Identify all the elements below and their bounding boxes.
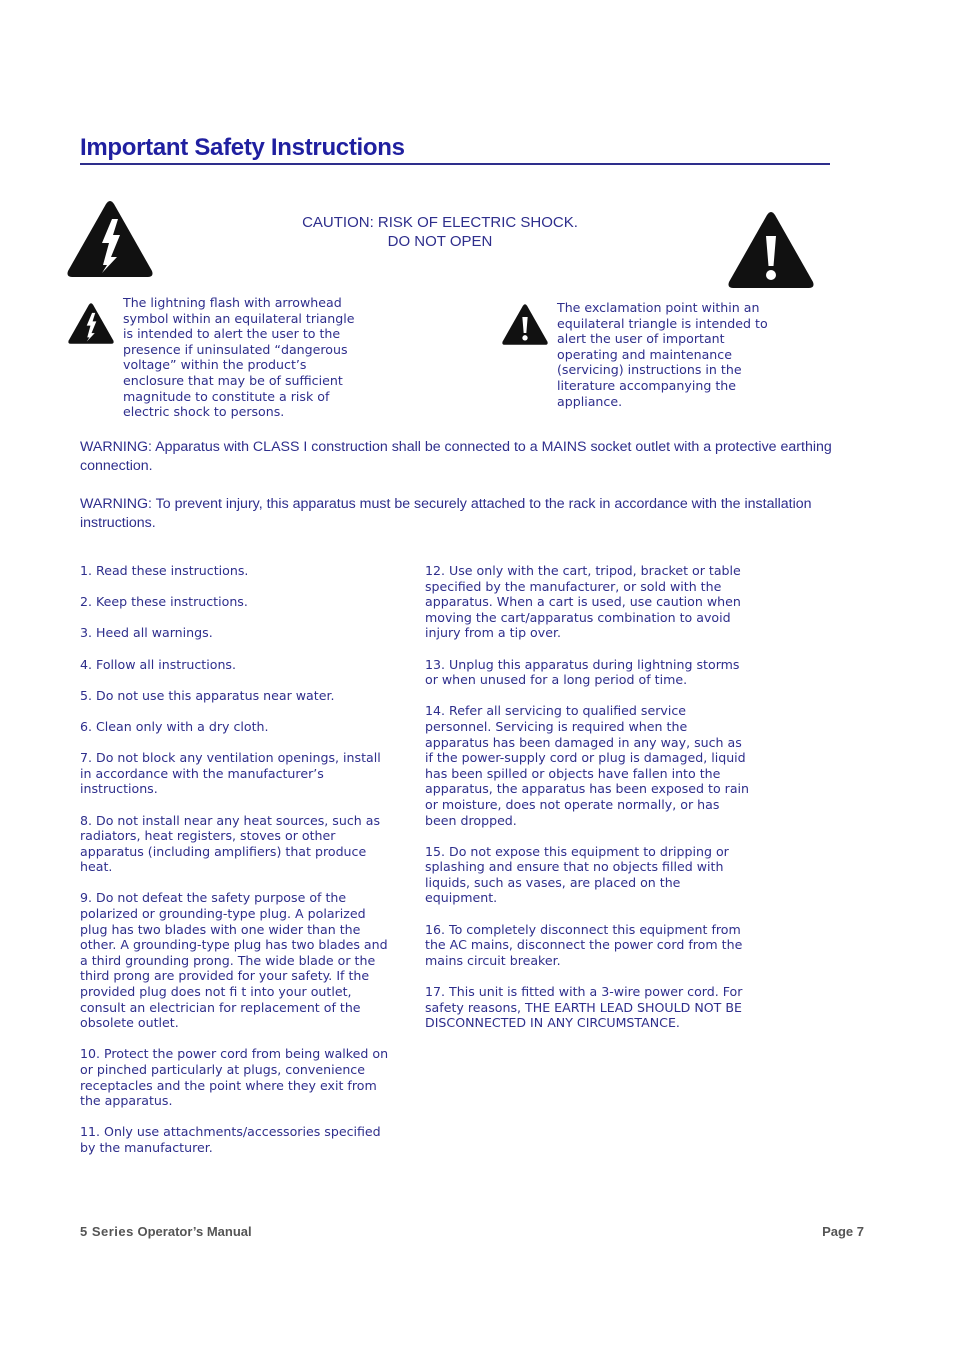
exclamation-warning-icon <box>726 210 816 290</box>
warning-earthing: WARNING: Apparatus with CLASS I construction shall be connected to a MAINS socket outlet with a protective earthing connection. <box>80 439 832 474</box>
list-item: 9. Do not defeat the safety purpose of the polarized or grounding-type plug. A polarized plug has two blades with one wider than the other. A grounding-type plug has two blades and a third grounding prong. The wide blade or the third prong are provided for your safety. If the provided plug does not fi t into your outlet, consult an electrician for replacement of the obsolete outlet. <box>80 890 388 1031</box>
exclamation-small-icon <box>501 303 549 346</box>
list-item: 4. Follow all instructions. <box>80 656 236 672</box>
list-item: 11. Only use attachments/accessories specified by the manufacturer. <box>80 1124 381 1155</box>
list-item: 15. Do not expose this equipment to dripping or splashing and ensure that no objects filled with liquids, such as vases, are placed on the equipment. <box>425 843 729 906</box>
list-item: 5. Do not use this apparatus near water. <box>80 687 335 703</box>
exclamation-description: The exclamation point within an equilateral triangle is intended to alert the user of important operating and maintenance (servicing) instructions in the literature accompanying the appliance. <box>557 300 768 409</box>
lightning-description: The lightning flash with arrowhead symbol within an equilateral triangle is intended to alert the user to the presence if uninsulated “dangerous voltage” within the product’s enclosure that may be of sufficient magnitude to constitute a risk of electric shock to persons. <box>123 295 355 420</box>
list-item: 10. Protect the power cord from being walked on or pinched particularly at plugs, convenience receptacles and the point where they exit from the apparatus. <box>80 1046 389 1109</box>
list-item: 14. Refer all servicing to qualified service personnel. Servicing is required when the apparatus has been damaged in any way, such as if the power-supply cord or plug is damaged, liquid has been spilled or objects have fallen into the apparatus, the apparatus has been exposed to rain or moisture, does not operate normally, or has been dropped. <box>425 703 750 828</box>
list-item: 12. Use only with the cart, tripod, bracket or table specified by the manufacturer, or sold with the apparatus. When a cart is used, use caution when moving the cart/apparatus combination to avoid injury from a tip over. <box>425 563 741 641</box>
instructions-right-column <box>425 563 750 1046</box>
list-item: 8. Do not install near any heat sources, such as radiators, heat registers, stoves or other apparatus (including amplifiers) that produce heat. <box>80 812 381 875</box>
list-item: 1. Read these instructions. <box>80 563 249 578</box>
page-title: Important Safety Instructions <box>80 133 830 165</box>
lightning-warning-icon <box>65 199 155 279</box>
series-logo: 5 Series <box>80 1224 134 1239</box>
caution-label: CAUTION: RISK OF ELECTRIC SHOCK. DO NOT OPEN <box>302 214 578 250</box>
list-item: 6. Clean only with a dry cloth. <box>80 718 269 734</box>
instructions-left-column <box>80 563 395 1171</box>
list-item: 3. Heed all warnings. <box>80 625 213 641</box>
lightning-small-icon <box>67 302 115 345</box>
list-item: 13. Unplug this apparatus during lightning storms or when unused for a long period of time. <box>425 656 740 688</box>
list-item: 7. Do not block any ventilation openings, install in accordance with the manufacturer’s instructions. <box>80 750 381 797</box>
page-number: Page 7 <box>822 1224 864 1239</box>
warning-rack: WARNING: To prevent injury, this apparatus must be securely attached to the rack in accordance with the installation instructions. <box>80 496 812 531</box>
manual-label: Operator’s Manual <box>137 1224 252 1239</box>
list-item: 16. To completely disconnect this equipment from the AC mains, disconnect the power cord from the mains circuit breaker. <box>425 921 743 968</box>
list-item: 2. Keep these instructions. <box>80 594 248 610</box>
list-item: 17. This unit is fitted with a 3-wire power cord. For safety reasons, THE EARTH LEAD SHOULD NOT BE DISCONNECTED IN ANY CIRCUMSTANCE. <box>425 984 743 1031</box>
footer-manual-title <box>80 1224 252 1239</box>
